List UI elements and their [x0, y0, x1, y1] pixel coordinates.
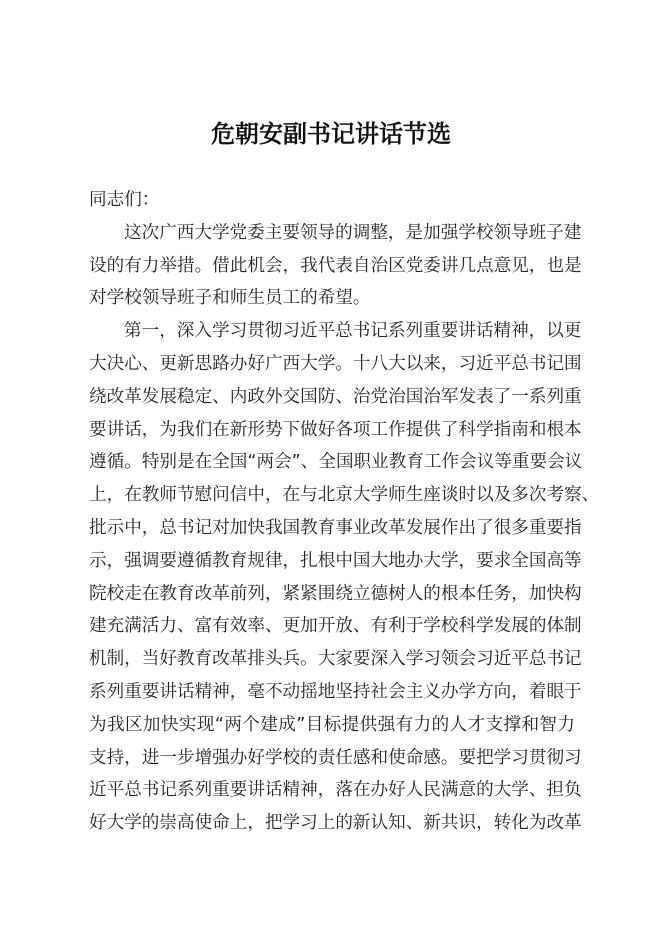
document-body: [89, 184, 600, 840]
text-line: 示，强调要遵循教育规律，扎根中国大地办大学，要求全国高等: [89, 550, 582, 571]
text-line: 机制，当好教育改革排头兵。大家要深入学习领会习近平总书记: [89, 649, 582, 670]
text-line: 设的有力举措。借此机会，我代表自治区党委讲几点意见，也是: [89, 255, 582, 276]
text-line: 为我区加快实现“两个建成”目标提供强有力的人才支撑和智力: [89, 714, 575, 735]
text-line: 批示中，总书记对加快我国教育事业改革发展作出了很多重要指: [89, 517, 582, 538]
text-line: 好大学的崇高使命上，把学习上的新认知、新共识，转化为改革: [89, 813, 582, 834]
text-line: 对学校领导班子和师生员工的希望。: [89, 288, 371, 309]
text-line: 支持，进一步增强办好学校的责任感和使命感。要把学习贯彻习: [89, 747, 582, 768]
text-line: 这次广西大学党委主要领导的调整，是加强学校领导班子建: [124, 222, 582, 243]
text-line: 院校走在教育改革前列，紧紧围绕立德树人的根本任务，加快构: [89, 583, 582, 604]
text-line: 上，在教师节慰问信中，在与北京大学师生座谈时以及多次考察、: [89, 485, 600, 506]
salutation: 同志们：: [89, 190, 160, 210]
document-title: 危朝安副书记讲话节选: [211, 119, 451, 148]
paragraph-lines: [89, 217, 600, 840]
text-line: 大决心、更新思路办好广西大学。十八大以来，习近平总书记围: [89, 353, 582, 374]
text-line: 第一，深入学习贯彻习近平总书记系列重要讲话精神，以更: [124, 321, 582, 342]
text-line: 遵循。特别是在全国“两会”、全国职业教育工作会议等重要会议: [89, 452, 583, 473]
text-line: 建充满活力、富有效率、更加开放、有利于学校科学发展的体制: [89, 616, 582, 637]
text-line: 系列重要讲话精神，毫不动摇地坚持社会主义办学方向，着眼于: [89, 681, 582, 702]
text-line: 近平总书记系列重要讲话精神，落在办好人民满意的大学、担负: [89, 780, 582, 801]
text-line: 绕改革发展稳定、内政外交国防、治党治国治军发表了一系列重: [89, 386, 582, 407]
text-line: 要讲话，为我们在新形势下做好各项工作提供了科学指南和根本: [89, 419, 582, 440]
